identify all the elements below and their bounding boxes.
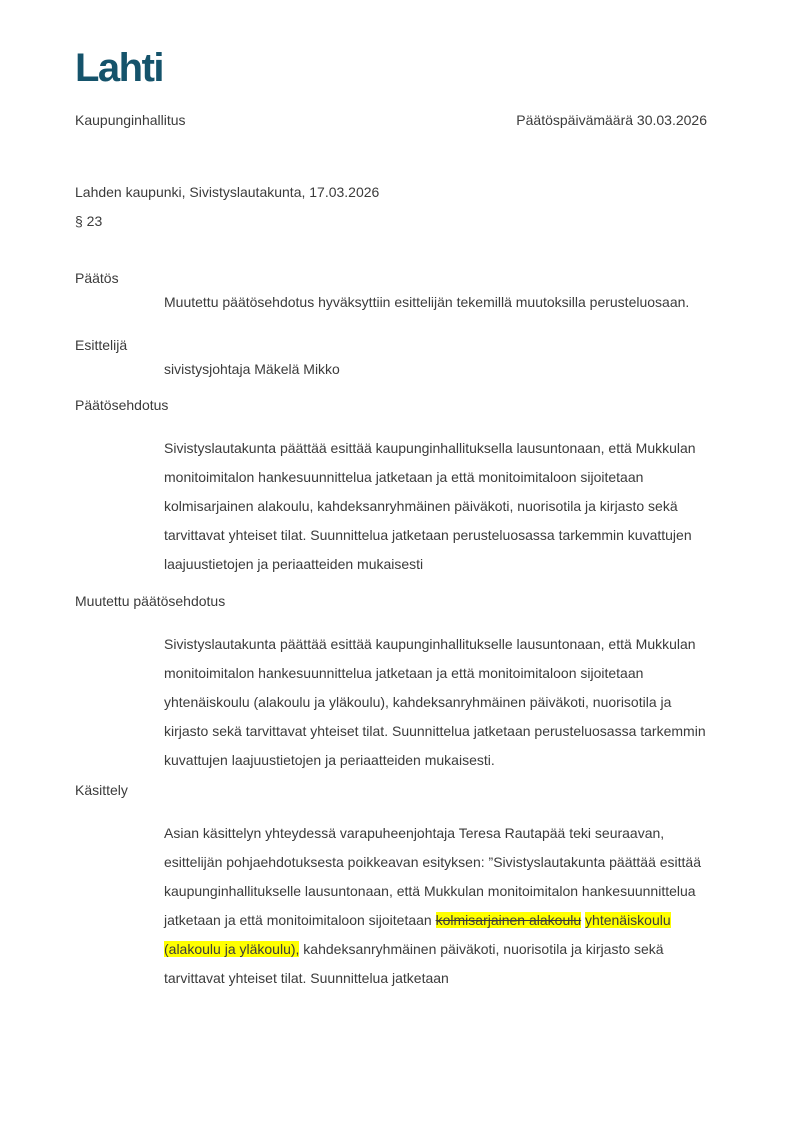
meta-block bbox=[75, 178, 707, 236]
section-body-paatos: Muutettu päätösehdotus hyväksyttiin esittelijän tekemillä muutoksilla perusteluosaan. bbox=[164, 294, 690, 310]
committee-name: Kaupunginhallitus bbox=[75, 112, 186, 128]
section-label-paatos: Päätös bbox=[75, 270, 119, 286]
section-esittelija bbox=[75, 335, 707, 384]
section-paatos bbox=[75, 268, 707, 317]
text-run: Asian käsittelyn yhteydessä varapuheenjohtaja Teresa Rautapää teki seuraavan, esittelijän pohjaehdotuksesta poikkeavan esityksen: ”Sivistyslautakunta päättää esittää kaupunginhallitukselle lausuntonaan, että Mukkulan monitoimitalon hankesuunnittelua jatketaan ja että monitoimitaloon sijoitetaan bbox=[164, 825, 701, 928]
section-label-esittelija: Esittelijä bbox=[75, 337, 128, 353]
paragraph-number: § 23 bbox=[75, 213, 103, 229]
amendment-text-highlight: yhtenäiskoulu (alakoulu ja yläkoulu), bbox=[164, 912, 671, 957]
org-line: Lahden kaupunki, Sivistyslautakunta, 17.03.2026 bbox=[75, 184, 380, 200]
section-label-kasittely: Käsittely bbox=[75, 782, 128, 798]
section-body-kasittely bbox=[164, 819, 707, 993]
document-header bbox=[75, 106, 707, 135]
decision-date: Päätöspäivämäärä 30.03.2026 bbox=[516, 112, 707, 128]
section-kasittely bbox=[75, 780, 707, 993]
lahti-logo: Lahti bbox=[75, 46, 164, 90]
section-muutettu-paatosehdotus bbox=[75, 591, 707, 775]
section-body-paatosehdotus: Sivistyslautakunta päättää esittää kaupunginhallituksella lausuntonaan, että Mukkulan monitoimitalon hankesuunnittelua jatketaan ja että monitoimitaloon sijoitetaan kolmisarjainen alakoulu, kahdeksanryhmäinen päiväkoti, nuorisotila ja kirjasto sekä tarvittavat yhteiset tilat. Suunnittelua jatketaan perusteluosassa tarkemmin kuvattujen laajuustietojen ja periaatteiden mukaisesti bbox=[164, 440, 696, 572]
section-label-paatosehdotus: Päätösehdotus bbox=[75, 397, 169, 413]
section-body-esittelija: sivistysjohtaja Mäkelä Mikko bbox=[164, 361, 340, 377]
section-label-muutettu-paatosehdotus: Muutettu päätösehdotus bbox=[75, 593, 226, 609]
section-paatosehdotus bbox=[75, 395, 707, 579]
text-run: kahdeksanryhmäinen päiväkoti, nuorisotila ja kirjasto sekä tarvittavat yhteiset tilat. Suunnittelua jatketaan bbox=[164, 941, 664, 986]
section-body-muutettu-paatosehdotus: Sivistyslautakunta päättää esittää kaupunginhallitukselle lausuntonaan, että Mukkulan monitoimitalon hankesuunnittelua jatketaan ja että monitoimitaloon sijoitetaan yhtenäiskoulu (alakoulu ja yläkoulu), kahdeksanryhmäinen päiväkoti, nuorisotila ja kirjasto sekä tarvittavat yhteiset tilat. Suunnittelua jatketaan perusteluosassa tarkemmin kuvattujen laajuustietojen ja periaatteiden mukaisesti. bbox=[164, 636, 706, 768]
amendment-text-highlight-strike: kolmisarjainen alakoulu bbox=[435, 912, 582, 928]
